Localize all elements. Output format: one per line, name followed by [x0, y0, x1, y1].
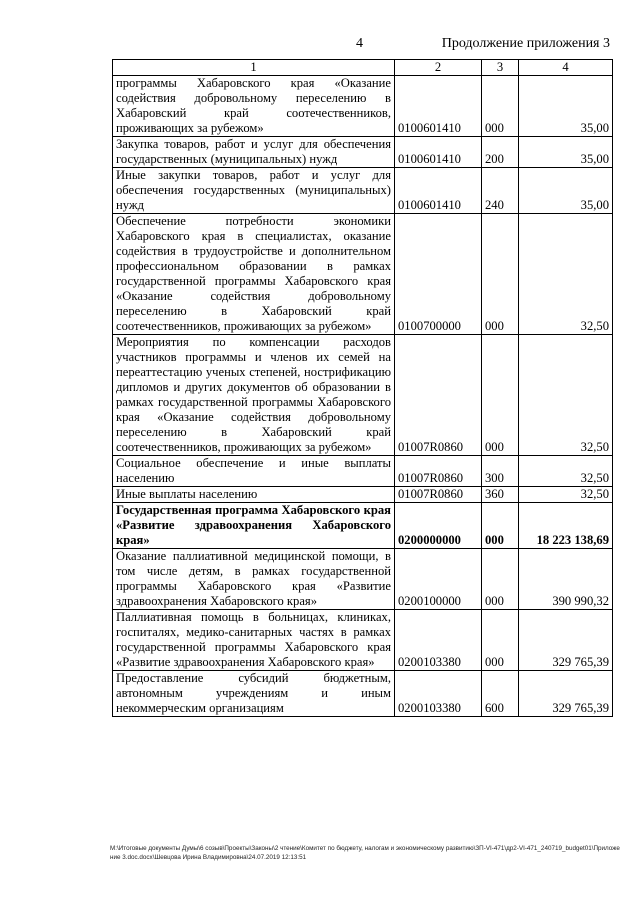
row-name-cell: Предоставление субсидий бюджетным, автономным учреждениям и иным некоммерческим организациям: [113, 671, 395, 717]
row-code-cell: 0200000000: [395, 503, 482, 549]
row-type-cell: 000: [482, 76, 519, 137]
row-code-cell: 01007R0860: [395, 487, 482, 503]
row-type-cell: 200: [482, 137, 519, 168]
table-row: [113, 168, 613, 214]
page-number: 4: [356, 36, 363, 51]
table-row: [113, 610, 613, 671]
row-name-cell: программы Хабаровского края «Оказание содействия добровольному переселению в Хабаровский край соотечественников, проживающих за рубежом»: [113, 76, 395, 137]
row-code-cell: 0200103380: [395, 610, 482, 671]
row-amount-cell: 35,00: [519, 76, 613, 137]
row-code-cell: 0100700000: [395, 214, 482, 335]
continuation-label: Продолжение приложения 3: [441, 36, 610, 51]
row-amount-cell: 32,50: [519, 335, 613, 456]
row-type-cell: 600: [482, 671, 519, 717]
row-name-cell: Социальное обеспечение и иные выплаты населению: [113, 456, 395, 487]
row-amount-cell: 32,50: [519, 456, 613, 487]
table-row: [113, 487, 613, 503]
table-row: [113, 456, 613, 487]
row-code-cell: 0100601410: [395, 76, 482, 137]
table-row: [113, 137, 613, 168]
row-type-cell: 000: [482, 610, 519, 671]
column-header: 3: [482, 60, 519, 76]
row-type-cell: 240: [482, 168, 519, 214]
table-row: [113, 76, 613, 137]
table-row: [113, 671, 613, 717]
row-amount-cell: 329 765,39: [519, 610, 613, 671]
column-header: 1: [113, 60, 395, 76]
table-row: [113, 214, 613, 335]
row-name-cell: Мероприятия по компенсации расходов участников программы и членов их семей на переаттестацию ученых степеней, нострификацию дипломов и других документов об образовании в рамках государственной программы Хабаровского края «Оказание содействия добровольному переселению в Хабаровский край соотечественников, проживающих за рубежом»: [113, 335, 395, 456]
row-type-cell: 000: [482, 335, 519, 456]
column-header: 4: [519, 60, 613, 76]
row-type-cell: 000: [482, 214, 519, 335]
row-code-cell: 01007R0860: [395, 335, 482, 456]
row-amount-cell: 32,50: [519, 487, 613, 503]
row-type-cell: 000: [482, 549, 519, 610]
row-amount-cell: 329 765,39: [519, 671, 613, 717]
row-amount-cell: 35,00: [519, 137, 613, 168]
row-code-cell: 0100601410: [395, 137, 482, 168]
row-name-cell: Обеспечение потребности экономики Хабаровского края в специалистах, оказание содействия в трудоустройстве и дополнительном профессиональном образовании в рамках государственной программы Хабаровского края «Оказание содействия добровольному переселению в Хабаровский край соотечественников, проживающих за рубежом»: [113, 214, 395, 335]
row-name-cell: Иные выплаты населению: [113, 487, 395, 503]
budget-table: [112, 59, 613, 717]
file-path-footer: М:\Итоговые документы Думы\6 созыв\Проекты\Законы\2 чтение\Комитет по бюджету, налогам и экономическому развитию\ЗП-VI-471\др2-VI-471_240719_budget01\Приложение 3.doc.docx\Шевцова Ирина Владимировна\24.07.2019 12:13:51: [110, 845, 620, 861]
row-type-cell: 360: [482, 487, 519, 503]
table-row: [113, 335, 613, 456]
table-header-row: [113, 60, 613, 76]
table-row: [113, 549, 613, 610]
row-name-cell: Иные закупки товаров, работ и услуг для обеспечения государственных (муниципальных) нужд: [113, 168, 395, 214]
row-amount-cell: 390 990,32: [519, 549, 613, 610]
row-code-cell: 0200100000: [395, 549, 482, 610]
row-code-cell: 0100601410: [395, 168, 482, 214]
row-amount-cell: 35,00: [519, 168, 613, 214]
row-type-cell: 300: [482, 456, 519, 487]
row-name-cell: Государственная программа Хабаровского края «Развитие здравоохранения Хабаровского края»: [113, 503, 395, 549]
table-row: [113, 503, 613, 549]
row-name-cell: Паллиативная помощь в больницах, клиниках, госпиталях, медико-санитарных частях в рамках государственной программы Хабаровского края «Развитие здравоохранения Хабаровского края»: [113, 610, 395, 671]
row-code-cell: 0200103380: [395, 671, 482, 717]
column-header: 2: [395, 60, 482, 76]
row-name-cell: Закупка товаров, работ и услуг для обеспечения государственных (муниципальных) нужд: [113, 137, 395, 168]
row-name-cell: Оказание паллиативной медицинской помощи, в том числе детям, в рамках государственной программы Хабаровского края «Развитие здравоохранения Хабаровского края»: [113, 549, 395, 610]
row-amount-cell: 32,50: [519, 214, 613, 335]
row-type-cell: 000: [482, 503, 519, 549]
row-amount-cell: 18 223 138,69: [519, 503, 613, 549]
row-code-cell: 01007R0860: [395, 456, 482, 487]
